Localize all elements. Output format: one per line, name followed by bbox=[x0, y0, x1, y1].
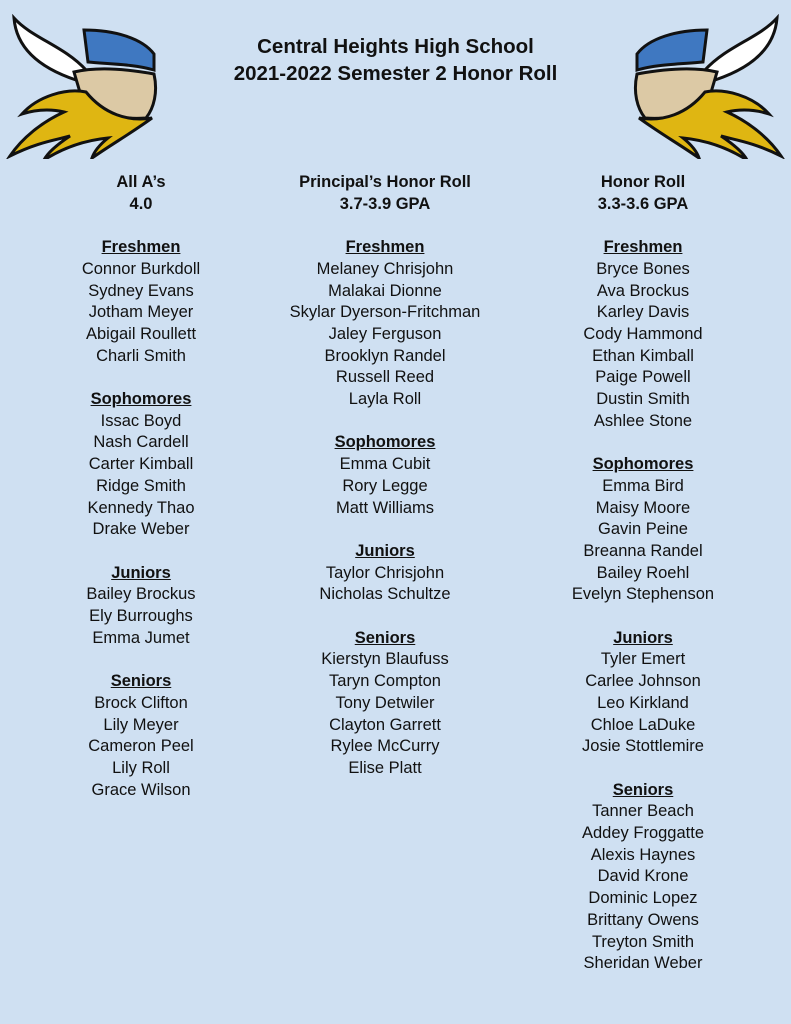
student-name: Emma Bird bbox=[602, 476, 684, 495]
student-name: Alexis Haynes bbox=[590, 845, 696, 864]
column-principals-honor-roll bbox=[262, 172, 508, 780]
student-name: Jaley Ferguson bbox=[328, 324, 442, 343]
student-name: Carter Kimball bbox=[88, 455, 194, 474]
student-name: Lily Roll bbox=[112, 758, 170, 777]
school-name: Central Heights High School bbox=[257, 35, 534, 58]
student-name: Kennedy Thao bbox=[87, 498, 195, 517]
student-name: Rory Legge bbox=[342, 476, 428, 495]
student-name: Karley Davis bbox=[596, 303, 690, 322]
student-name: Rylee McCurry bbox=[330, 737, 440, 756]
class-heading: Seniors bbox=[110, 672, 172, 691]
class-group-freshmen bbox=[262, 237, 508, 411]
class-group-sophomores bbox=[40, 389, 242, 541]
class-heading: Seniors bbox=[612, 780, 674, 799]
student-name: Charli Smith bbox=[96, 346, 186, 365]
class-heading: Freshmen bbox=[101, 238, 181, 257]
student-name: Brittany Owens bbox=[587, 910, 699, 929]
student-name: Dominic Lopez bbox=[588, 889, 698, 908]
student-name: Paige Powell bbox=[595, 368, 691, 387]
student-name: Maisy Moore bbox=[595, 498, 691, 517]
column-title: Principal’s Honor Roll bbox=[299, 173, 471, 191]
class-heading: Juniors bbox=[111, 563, 171, 582]
student-name: Bryce Bones bbox=[596, 259, 690, 278]
column-honor-roll bbox=[540, 172, 746, 975]
student-name: Ashlee Stone bbox=[593, 411, 693, 430]
student-name: Josie Stottlemire bbox=[582, 737, 704, 756]
column-title: Honor Roll bbox=[600, 173, 686, 191]
class-heading: Freshmen bbox=[345, 238, 425, 257]
student-name: Layla Roll bbox=[348, 390, 422, 409]
student-name: Ava Brockus bbox=[596, 281, 690, 300]
class-group-juniors bbox=[262, 541, 508, 606]
student-name: Malakai Dionne bbox=[328, 281, 442, 300]
student-name: Drake Weber bbox=[92, 520, 190, 539]
class-heading: Seniors bbox=[354, 628, 416, 647]
page-title bbox=[0, 33, 791, 87]
student-name: Brooklyn Randel bbox=[324, 346, 446, 365]
class-group-juniors bbox=[540, 628, 746, 758]
student-name: Leo Kirkland bbox=[597, 693, 689, 712]
student-name: Melaney Chrisjohn bbox=[316, 259, 454, 278]
student-name: Clayton Garrett bbox=[329, 715, 441, 734]
semester-title: 2021-2022 Semester 2 Honor Roll bbox=[233, 62, 558, 85]
student-name: Elise Platt bbox=[348, 758, 422, 777]
student-name: Bailey Brockus bbox=[86, 585, 196, 604]
student-name: Lily Meyer bbox=[103, 715, 179, 734]
student-name: David Krone bbox=[597, 867, 689, 886]
student-name: Addey Froggatte bbox=[582, 824, 704, 843]
column-title: All A’s bbox=[116, 173, 166, 191]
student-name: Gavin Peine bbox=[598, 520, 688, 539]
student-name: Emma Cubit bbox=[339, 455, 431, 474]
student-name: Skylar Dyerson-Fritchman bbox=[289, 303, 481, 322]
student-name: Carlee Johnson bbox=[585, 672, 701, 691]
class-heading: Freshmen bbox=[603, 238, 683, 257]
student-name: Breanna Randel bbox=[583, 541, 703, 560]
student-name: Taylor Chrisjohn bbox=[325, 563, 445, 582]
class-group-freshmen bbox=[40, 237, 242, 367]
student-name: Grace Wilson bbox=[91, 780, 191, 799]
student-name: Dustin Smith bbox=[596, 390, 690, 409]
column-gpa-range: 4.0 bbox=[129, 194, 153, 213]
student-name: Emma Jumet bbox=[92, 628, 190, 647]
class-group-juniors bbox=[40, 563, 242, 650]
student-name: Connor Burkdoll bbox=[81, 259, 201, 278]
class-group-sophomores bbox=[540, 454, 746, 606]
student-name: Bailey Roehl bbox=[596, 563, 690, 582]
student-name: Brock Clifton bbox=[94, 693, 188, 712]
student-name: Ethan Kimball bbox=[592, 346, 694, 365]
student-name: Cameron Peel bbox=[88, 737, 194, 756]
student-name: Sydney Evans bbox=[88, 281, 194, 300]
student-name: Jotham Meyer bbox=[88, 303, 194, 322]
column-gpa-range: 3.7-3.9 GPA bbox=[339, 194, 431, 213]
class-group-sophomores bbox=[262, 432, 508, 519]
class-heading: Sophomores bbox=[90, 390, 192, 408]
class-heading: Sophomores bbox=[334, 433, 436, 452]
class-group-freshmen bbox=[540, 237, 746, 432]
student-name: Treyton Smith bbox=[591, 932, 695, 951]
student-name: Taryn Compton bbox=[329, 672, 441, 691]
student-name: Issac Boyd bbox=[100, 411, 182, 430]
class-heading: Juniors bbox=[613, 628, 673, 647]
student-name: Matt Williams bbox=[335, 498, 435, 517]
student-name: Tanner Beach bbox=[592, 802, 694, 821]
student-name: Tony Detwiler bbox=[335, 693, 435, 712]
student-name: Ely Burroughs bbox=[89, 607, 193, 626]
column-gpa-range: 3.3-3.6 GPA bbox=[597, 194, 689, 213]
class-group-seniors bbox=[262, 628, 508, 780]
student-name: Tyler Emert bbox=[600, 650, 686, 669]
student-name: Ridge Smith bbox=[96, 476, 186, 495]
student-name: Abigail Roullett bbox=[85, 324, 197, 343]
student-name: Nash Cardell bbox=[93, 433, 189, 452]
student-name: Sheridan Weber bbox=[583, 954, 703, 973]
student-name: Kierstyn Blaufuss bbox=[321, 650, 449, 669]
student-name: Chloe LaDuke bbox=[590, 715, 696, 734]
student-name: Russell Reed bbox=[335, 368, 435, 387]
student-name: Nicholas Schultze bbox=[319, 585, 451, 604]
class-group-seniors bbox=[540, 780, 746, 975]
class-group-seniors bbox=[40, 671, 242, 801]
class-heading: Sophomores bbox=[592, 455, 694, 474]
student-name: Evelyn Stephenson bbox=[571, 585, 715, 604]
class-heading: Juniors bbox=[355, 541, 415, 560]
column-all-as bbox=[40, 172, 242, 801]
student-name: Cody Hammond bbox=[583, 324, 703, 343]
